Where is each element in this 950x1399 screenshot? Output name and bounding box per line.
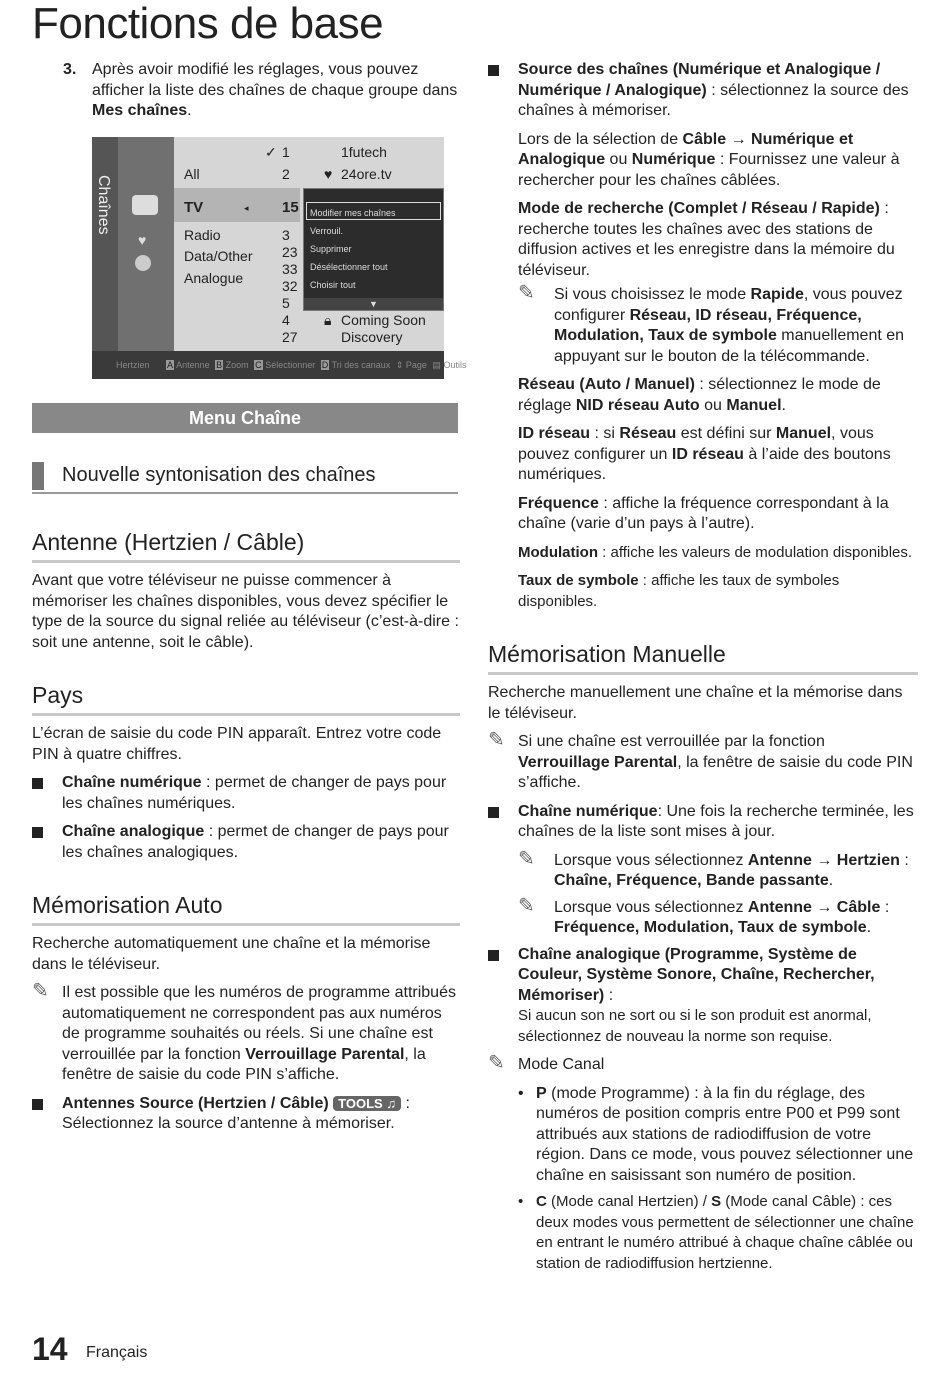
tv-icon-column xyxy=(118,137,174,351)
txt: . xyxy=(781,396,786,414)
txt: , vous pouvez configurer xyxy=(554,286,903,324)
tv-count: 27 xyxy=(282,329,298,345)
txt: (mode Programme) : à la fin du réglage, des numéros de position compris entre P00 et P99 sont attribués aux stations de radiodiffusion de votre région. Dans ce mode, vous pouvez sélectionner une chaîne en saisissant son numéro de position. xyxy=(536,1084,914,1184)
txt: : recherche toutes les chaînes avec des stations de diffusion actives et les enregistre dans la mémoire du téléviseur. xyxy=(518,200,895,279)
indent-para xyxy=(488,543,918,564)
list-item xyxy=(32,1094,460,1135)
tv-ch-coming-soon: Coming Soon xyxy=(341,312,426,328)
popup-item[interactable]: Désélectionner tout xyxy=(310,262,388,272)
section-antenne-title: Antenne (Hertzien / Câble) xyxy=(32,528,460,563)
txt: : xyxy=(880,898,890,916)
txt-bold: S xyxy=(711,1193,722,1210)
check-icon: ✓ xyxy=(265,144,277,160)
indent-note-wrap xyxy=(488,847,918,939)
indent-para xyxy=(488,130,918,192)
auto-text: Recherche automatiquement une chaîne et la mémorise dans le téléviseur. xyxy=(32,935,431,973)
arrow-left-icon: ◂ xyxy=(244,203,249,213)
txt: : xyxy=(899,851,909,869)
pays-text: L’écran de saisie du code PIN apparaît. Entrez votre code PIN à quatre chiffres. xyxy=(32,725,442,763)
bullet-bold: Source des chaînes (Numérique et Analogique / Numérique / Analogique) xyxy=(518,61,881,99)
txt-bold: Modulation xyxy=(518,543,598,561)
txt: : affiche la fréquence correspondant à la chaîne (varie d’un pays à l’autre). xyxy=(518,494,889,532)
step-text: Après avoir modifié les réglages, vous pouvez afficher la liste des chaînes de chaque groupe dans xyxy=(92,61,458,99)
list-item xyxy=(32,773,460,814)
tv-footer xyxy=(92,351,467,379)
bullet-bold: Chaîne numérique xyxy=(518,802,658,820)
manuelle-text: Recherche manuellement une chaîne et la mémorise dans le téléviseur. xyxy=(488,684,903,722)
txt: Lors de la sélection de xyxy=(518,130,683,148)
txt-bold: Antenne → Câble xyxy=(747,898,881,916)
txt: : affiche les taux de symboles disponibles. xyxy=(518,572,840,610)
txt: : affiche les valeurs de modulation disponibles. xyxy=(597,543,913,561)
popup-item[interactable]: Supprimer xyxy=(310,244,352,254)
footer-page: Page xyxy=(405,360,427,370)
txt: (Mode canal Hertzien) / xyxy=(546,1193,712,1210)
note xyxy=(518,894,918,939)
note-text: Il est possible que les numéros de programme attribués automatiquement ne correspondent pas aux numéros de programme souhaités ou réels. Si une chaîne est verrouillée par la fonction xyxy=(62,984,456,1063)
tv-channel-icon xyxy=(132,195,158,215)
page-number: 14 xyxy=(32,1331,68,1367)
tv-count: 15 xyxy=(282,199,299,216)
txt: Lorsque vous sélectionnez xyxy=(554,851,748,869)
popup-item[interactable]: Verrouil. xyxy=(310,226,344,236)
txt-bold: Fréquence xyxy=(518,494,599,512)
bullet-bold: Chaîne analogique xyxy=(62,823,205,840)
key-c-icon: C xyxy=(255,360,262,370)
clock-icon xyxy=(135,255,151,271)
txt: est défini sur xyxy=(676,425,776,442)
note xyxy=(518,847,918,892)
pen-icon: ✎ xyxy=(32,980,49,1002)
bullet-text: : permet de changer de pays pour les chaînes analogiques. xyxy=(62,823,449,861)
txt: (Mode canal Câble) : ces deux modes vous permettent de sélectionner une chaîne en entrant le numéro attribué à chaque chaîne câblée ou station de radiodiffusion hertzienne. xyxy=(536,1193,914,1272)
txt-bold: Réseau (Auto / Manuel) xyxy=(518,376,695,393)
section-pays-title: Pays xyxy=(32,681,460,716)
tv-count: 32 xyxy=(282,278,298,294)
tv-count: 4 xyxy=(282,312,290,328)
txt: ou xyxy=(605,151,632,168)
pen-icon: ✎ xyxy=(518,894,535,917)
indent-para xyxy=(488,424,918,486)
txt-bold: Réseau xyxy=(619,425,677,442)
right-column xyxy=(488,60,918,1282)
key-d-icon: D xyxy=(321,360,329,370)
note-bold: Verrouillage Parental xyxy=(245,1045,405,1063)
tv-count: 33 xyxy=(282,261,298,277)
bullet-dot: • xyxy=(518,1193,524,1210)
tv-group-data[interactable]: Data/Other xyxy=(184,248,253,264)
txt-bold: Antenne → Hertzien xyxy=(747,851,900,869)
key-b-icon: B xyxy=(216,360,223,370)
txt-bold: Verrouillage Parental xyxy=(518,753,678,771)
footer-zoom: Zoom xyxy=(225,360,249,370)
tv-ch-24ore: 24ore.tv xyxy=(341,166,392,182)
indent-note-wrap xyxy=(488,282,918,367)
step-text-bold: Mes chaînes xyxy=(92,102,188,119)
txt: manuellement en appuyant sur le bouton de la télécommande. xyxy=(554,327,905,365)
txt-bold: ID réseau xyxy=(671,445,744,463)
step-3 xyxy=(32,60,460,122)
txt-bold: Mode de recherche (Complet / Réseau / Rapide) xyxy=(518,200,880,217)
txt: Si une chaîne est verrouillée par la fonction xyxy=(518,733,825,750)
heart-icon: ♥ xyxy=(324,166,333,182)
tv-count: 5 xyxy=(282,295,290,311)
txt-bold: Câble → Numérique et Analogique xyxy=(518,130,854,168)
txt-bold: P xyxy=(536,1084,547,1102)
tv-channel-screen xyxy=(92,137,467,379)
section-auto-title: Mémorisation Auto xyxy=(32,891,460,926)
list-item xyxy=(518,1084,918,1187)
dot-list xyxy=(488,1084,918,1275)
page-title: Fonctions de base xyxy=(32,0,384,48)
indent-para xyxy=(488,199,918,281)
txt-bold: Taux de symbole xyxy=(518,572,639,589)
note xyxy=(488,1052,918,1076)
list-item xyxy=(518,1192,918,1274)
txt: ou xyxy=(699,396,727,414)
list-item xyxy=(488,60,918,122)
txt: : Fournissez une valeur à rechercher pour les chaînes câblées. xyxy=(518,151,900,189)
tv-count: 3 xyxy=(282,227,290,243)
bullet-bold: Antennes Source (Hertzien / Câble) xyxy=(62,1094,329,1112)
txt-bold: ID réseau xyxy=(518,425,591,442)
indent-para xyxy=(488,571,918,612)
pen-icon: ✎ xyxy=(488,729,505,751)
txt: : si xyxy=(590,425,620,442)
note xyxy=(518,282,918,367)
heart-icon: ♥ xyxy=(138,232,147,248)
left-column xyxy=(32,60,460,136)
txt-bold: NID réseau Auto xyxy=(575,396,700,414)
chevron-down-icon[interactable]: ▼ xyxy=(304,298,443,310)
footer-antenne: Antenne xyxy=(176,360,210,370)
txt-bold: Numérique xyxy=(631,151,716,168)
left-lower xyxy=(32,528,460,1143)
txt-bold: Fréquence, Modulation, Taux de symbole xyxy=(554,919,867,936)
footer-tri: Tri des canaux xyxy=(331,360,391,370)
tv-group-radio[interactable]: Radio xyxy=(184,227,221,243)
updown-icon: ⇕ xyxy=(395,360,404,370)
txt-bold: Chaîne, Fréquence, Bande passante xyxy=(554,872,829,889)
subhead: Nouvelle syntonisation des chaînes xyxy=(32,462,458,494)
pen-icon: ✎ xyxy=(518,847,535,870)
tv-ch-1futech: 1futech xyxy=(341,144,387,160)
bullet-text: Si aucun son ne sort ou si le son produit est anormal, sélectionnez de nouveau la norme son requise. xyxy=(518,1007,872,1045)
tv-num-1: 1 xyxy=(282,144,290,160)
tv-ch-discovery: Discovery xyxy=(341,329,403,345)
footer-selectionner: Sélectionner xyxy=(265,360,316,370)
tv-side-label: Chaînes xyxy=(95,175,112,235)
footer-outils: Outils xyxy=(443,360,467,370)
note-text-end: , la fenêtre de saisie du code PIN s’affiche. xyxy=(62,1045,426,1083)
txt: . xyxy=(828,872,834,889)
txt: , la fenêtre de saisie du code PIN s’affiche. xyxy=(518,753,913,791)
tv-count: 2 xyxy=(282,166,290,182)
note xyxy=(488,729,918,794)
tv-group-tv[interactable]: TV xyxy=(184,199,204,216)
tv-group-all[interactable]: All xyxy=(184,166,200,182)
tools-icon: ♫ xyxy=(386,1095,397,1111)
txt: . xyxy=(866,919,872,936)
bullet-bold: Chaîne analogique (Programme, Système de Couleur, Système Sonore, Chaîne, Rechercher, Mémoriser) xyxy=(518,945,875,1004)
tv-side-bar xyxy=(92,137,118,351)
step-text-end: . xyxy=(187,102,192,119)
pen-icon: ✎ xyxy=(488,1052,505,1074)
list-item xyxy=(488,802,918,843)
txt-bold: Réseau, ID réseau, Fréquence, Modulation, Taux de symbole xyxy=(554,306,862,344)
step-number: 3. xyxy=(63,61,77,78)
key-a-icon: A xyxy=(167,360,174,370)
section-manuelle-title: Mémorisation Manuelle xyxy=(488,640,918,675)
txt: , vous pouvez configurer un xyxy=(518,425,874,463)
txt: : sélectionnez le mode de réglage xyxy=(518,376,881,414)
bullet-text: : sélectionnez la source des chaînes à mémoriser. xyxy=(518,81,909,119)
footer-hertzien: Hertzien xyxy=(116,360,150,370)
menu-bar: Menu Chaîne xyxy=(32,403,458,433)
bullet-dot: • xyxy=(518,1084,524,1102)
txt: Si vous choisissez le mode xyxy=(554,286,751,303)
popup-item[interactable]: Modifier mes chaînes xyxy=(310,208,396,218)
txt-bold: Manuel xyxy=(726,396,782,414)
bullet-text: : Sélectionnez la source d’antenne à mémoriser. xyxy=(62,1094,410,1132)
txt: à l’aide des boutons numériques. xyxy=(518,445,891,483)
popup-item[interactable]: Choisir tout xyxy=(310,280,356,290)
bullet-text: : permet de changer de pays pour les chaînes numériques. xyxy=(62,774,447,812)
lock-icon: 🔒︎ xyxy=(324,312,332,328)
indent-para xyxy=(488,375,918,416)
txt-bold: C xyxy=(536,1193,547,1210)
tv-group-analogue[interactable]: Analogue xyxy=(184,270,244,286)
bullet-text: : Une fois la recherche terminée, les chaînes de la liste sont mises à jour. xyxy=(518,802,914,840)
tools-label: TOOLS xyxy=(338,1095,383,1111)
tools-badge xyxy=(333,1096,401,1111)
page-language: Français xyxy=(86,1344,148,1361)
pen-icon: ✎ xyxy=(518,282,535,304)
txt-bold: Manuel xyxy=(775,425,832,442)
antenne-text: Avant que votre téléviseur ne puisse commencer à mémoriser les chaînes disponibles, vous devez spécifier le type de la source du signal reliée au téléviseur (c’est-à-dire : soit une antenne, soit le câble). xyxy=(32,572,459,651)
bullet-bold: Chaîne numérique xyxy=(62,774,202,791)
list-item xyxy=(488,945,918,1048)
txt-bold: Rapide xyxy=(750,286,804,303)
mode-canal: Mode Canal xyxy=(518,1056,605,1073)
tv-count: 23 xyxy=(282,244,298,260)
note xyxy=(32,980,460,1086)
bullet-text: : xyxy=(604,986,614,1004)
tools-icon: ▤ xyxy=(432,360,441,370)
indent-para xyxy=(488,494,918,535)
txt: Lorsque vous sélectionnez xyxy=(554,898,748,916)
tv-tools-popup xyxy=(303,188,444,311)
list-item xyxy=(32,822,460,863)
